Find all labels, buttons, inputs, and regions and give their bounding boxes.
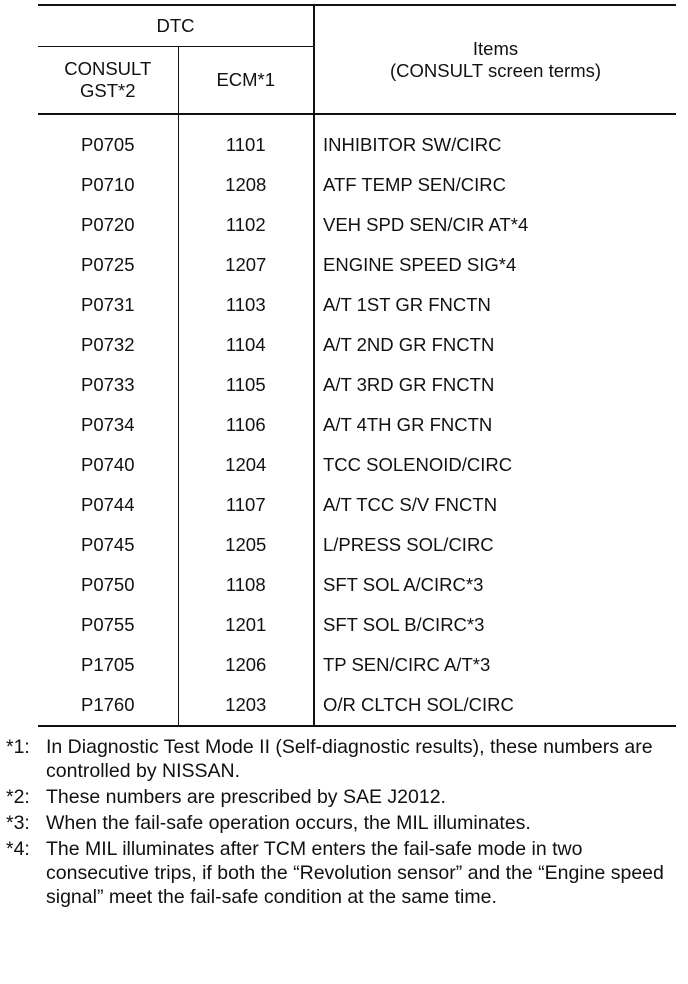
footnote bbox=[6, 811, 682, 835]
item-cell: TCC SOLENOID/CIRC bbox=[323, 454, 513, 475]
footnote-text: In Diagnostic Test Mode II (Self-diagnostic results), these numbers are controlled by NISSAN. bbox=[46, 736, 653, 782]
table-row bbox=[38, 685, 676, 726]
footnotes bbox=[6, 735, 682, 911]
footnote bbox=[6, 837, 682, 909]
footnote-text: The MIL illuminates after TCM enters the fail-safe mode in two consecutive trips, if both the “Revolution sensor” and the “Engine speed signal” meet the fail-safe condition at the same time. bbox=[46, 838, 664, 908]
item-cell: ATF TEMP SEN/CIRC bbox=[323, 174, 506, 195]
ecm-code-cell: 1102 bbox=[178, 205, 314, 245]
header-ecm: ECM*1 bbox=[178, 47, 314, 115]
table-row bbox=[38, 525, 676, 565]
ecm-code-cell: 1101 bbox=[178, 114, 314, 165]
table-row bbox=[38, 165, 676, 205]
table-row bbox=[38, 645, 676, 685]
table-row bbox=[38, 605, 676, 645]
item-cell: TP SEN/CIRC A/T*3 bbox=[323, 654, 491, 675]
ecm-code-cell: 1104 bbox=[178, 325, 314, 365]
table-row bbox=[38, 205, 676, 245]
footnote bbox=[6, 735, 682, 783]
consult-code-cell: P0732 bbox=[38, 325, 178, 365]
item-cell: SFT SOL A/CIRC*3 bbox=[323, 574, 484, 595]
ecm-code-cell: 1108 bbox=[178, 565, 314, 605]
item-cell: ENGINE SPEED SIG*4 bbox=[323, 254, 517, 275]
consult-code-cell: P0725 bbox=[38, 245, 178, 285]
footnote bbox=[6, 785, 682, 809]
header-consult-line2: GST*2 bbox=[79, 80, 136, 101]
item-cell: L/PRESS SOL/CIRC bbox=[323, 534, 494, 555]
footnote-text: When the fail-safe operation occurs, the MIL illuminates. bbox=[46, 812, 531, 834]
ecm-code-cell: 1207 bbox=[178, 245, 314, 285]
dtc-table bbox=[38, 4, 676, 727]
consult-code-cell: P0745 bbox=[38, 525, 178, 565]
table-row bbox=[38, 365, 676, 405]
consult-code-cell: P0720 bbox=[38, 205, 178, 245]
consult-code-cell: P0740 bbox=[38, 445, 178, 485]
header-items bbox=[314, 5, 676, 114]
ecm-code-cell: 1208 bbox=[178, 165, 314, 205]
header-consult-line1: CONSULT bbox=[64, 58, 152, 79]
footnote-marker: *4: bbox=[6, 838, 30, 860]
item-cell: A/T 2ND GR FNCTN bbox=[323, 334, 495, 355]
item-cell: INHIBITOR SW/CIRC bbox=[323, 134, 502, 155]
ecm-code-cell: 1103 bbox=[178, 285, 314, 325]
header-consult bbox=[38, 47, 178, 115]
consult-code-cell: P0733 bbox=[38, 365, 178, 405]
consult-code-cell: P0705 bbox=[38, 114, 178, 165]
header-dtc: DTC bbox=[38, 5, 314, 47]
ecm-code-cell: 1203 bbox=[178, 685, 314, 726]
item-cell: A/T 3RD GR FNCTN bbox=[323, 374, 495, 395]
ecm-code-cell: 1206 bbox=[178, 645, 314, 685]
table-row bbox=[38, 114, 676, 165]
table-row bbox=[38, 565, 676, 605]
header-items-line2: (CONSULT screen terms) bbox=[389, 59, 602, 81]
item-cell: O/R CLTCH SOL/CIRC bbox=[314, 685, 676, 726]
consult-code-cell: P1760 bbox=[38, 685, 178, 726]
item-cell: A/T TCC S/V FNCTN bbox=[323, 494, 498, 515]
ecm-code-cell: 1106 bbox=[178, 405, 314, 445]
consult-code-cell: P0710 bbox=[38, 165, 178, 205]
header-items-line1: Items bbox=[472, 37, 519, 59]
footnote-marker: *2: bbox=[6, 786, 30, 808]
table-header bbox=[38, 5, 676, 114]
ecm-code-cell: 1107 bbox=[178, 485, 314, 525]
ecm-code-cell: 1201 bbox=[178, 605, 314, 645]
table-row bbox=[38, 445, 676, 485]
ecm-code-cell: 1205 bbox=[178, 525, 314, 565]
item-cell: A/T 1ST GR FNCTN bbox=[323, 294, 491, 315]
footnote-marker: *1: bbox=[6, 736, 30, 758]
table-row bbox=[38, 285, 676, 325]
table-body bbox=[38, 114, 676, 726]
consult-code-cell: P0744 bbox=[38, 485, 178, 525]
table-row bbox=[38, 325, 676, 365]
item-cell: VEH SPD SEN/CIR AT*4 bbox=[323, 214, 529, 235]
footnote-marker: *3: bbox=[6, 812, 30, 834]
consult-code-cell: P0734 bbox=[38, 405, 178, 445]
consult-code-cell: P0755 bbox=[38, 605, 178, 645]
table-row bbox=[38, 245, 676, 285]
table-row bbox=[38, 485, 676, 525]
consult-code-cell: P0731 bbox=[38, 285, 178, 325]
consult-code-cell: P0750 bbox=[38, 565, 178, 605]
ecm-code-cell: 1105 bbox=[178, 365, 314, 405]
ecm-code-cell: 1204 bbox=[178, 445, 314, 485]
footnote-text: These numbers are prescribed by SAE J2012. bbox=[46, 786, 446, 808]
item-cell: A/T 4TH GR FNCTN bbox=[323, 414, 493, 435]
table-row bbox=[38, 405, 676, 445]
item-cell: SFT SOL B/CIRC*3 bbox=[323, 614, 485, 635]
consult-code-cell: P1705 bbox=[38, 645, 178, 685]
